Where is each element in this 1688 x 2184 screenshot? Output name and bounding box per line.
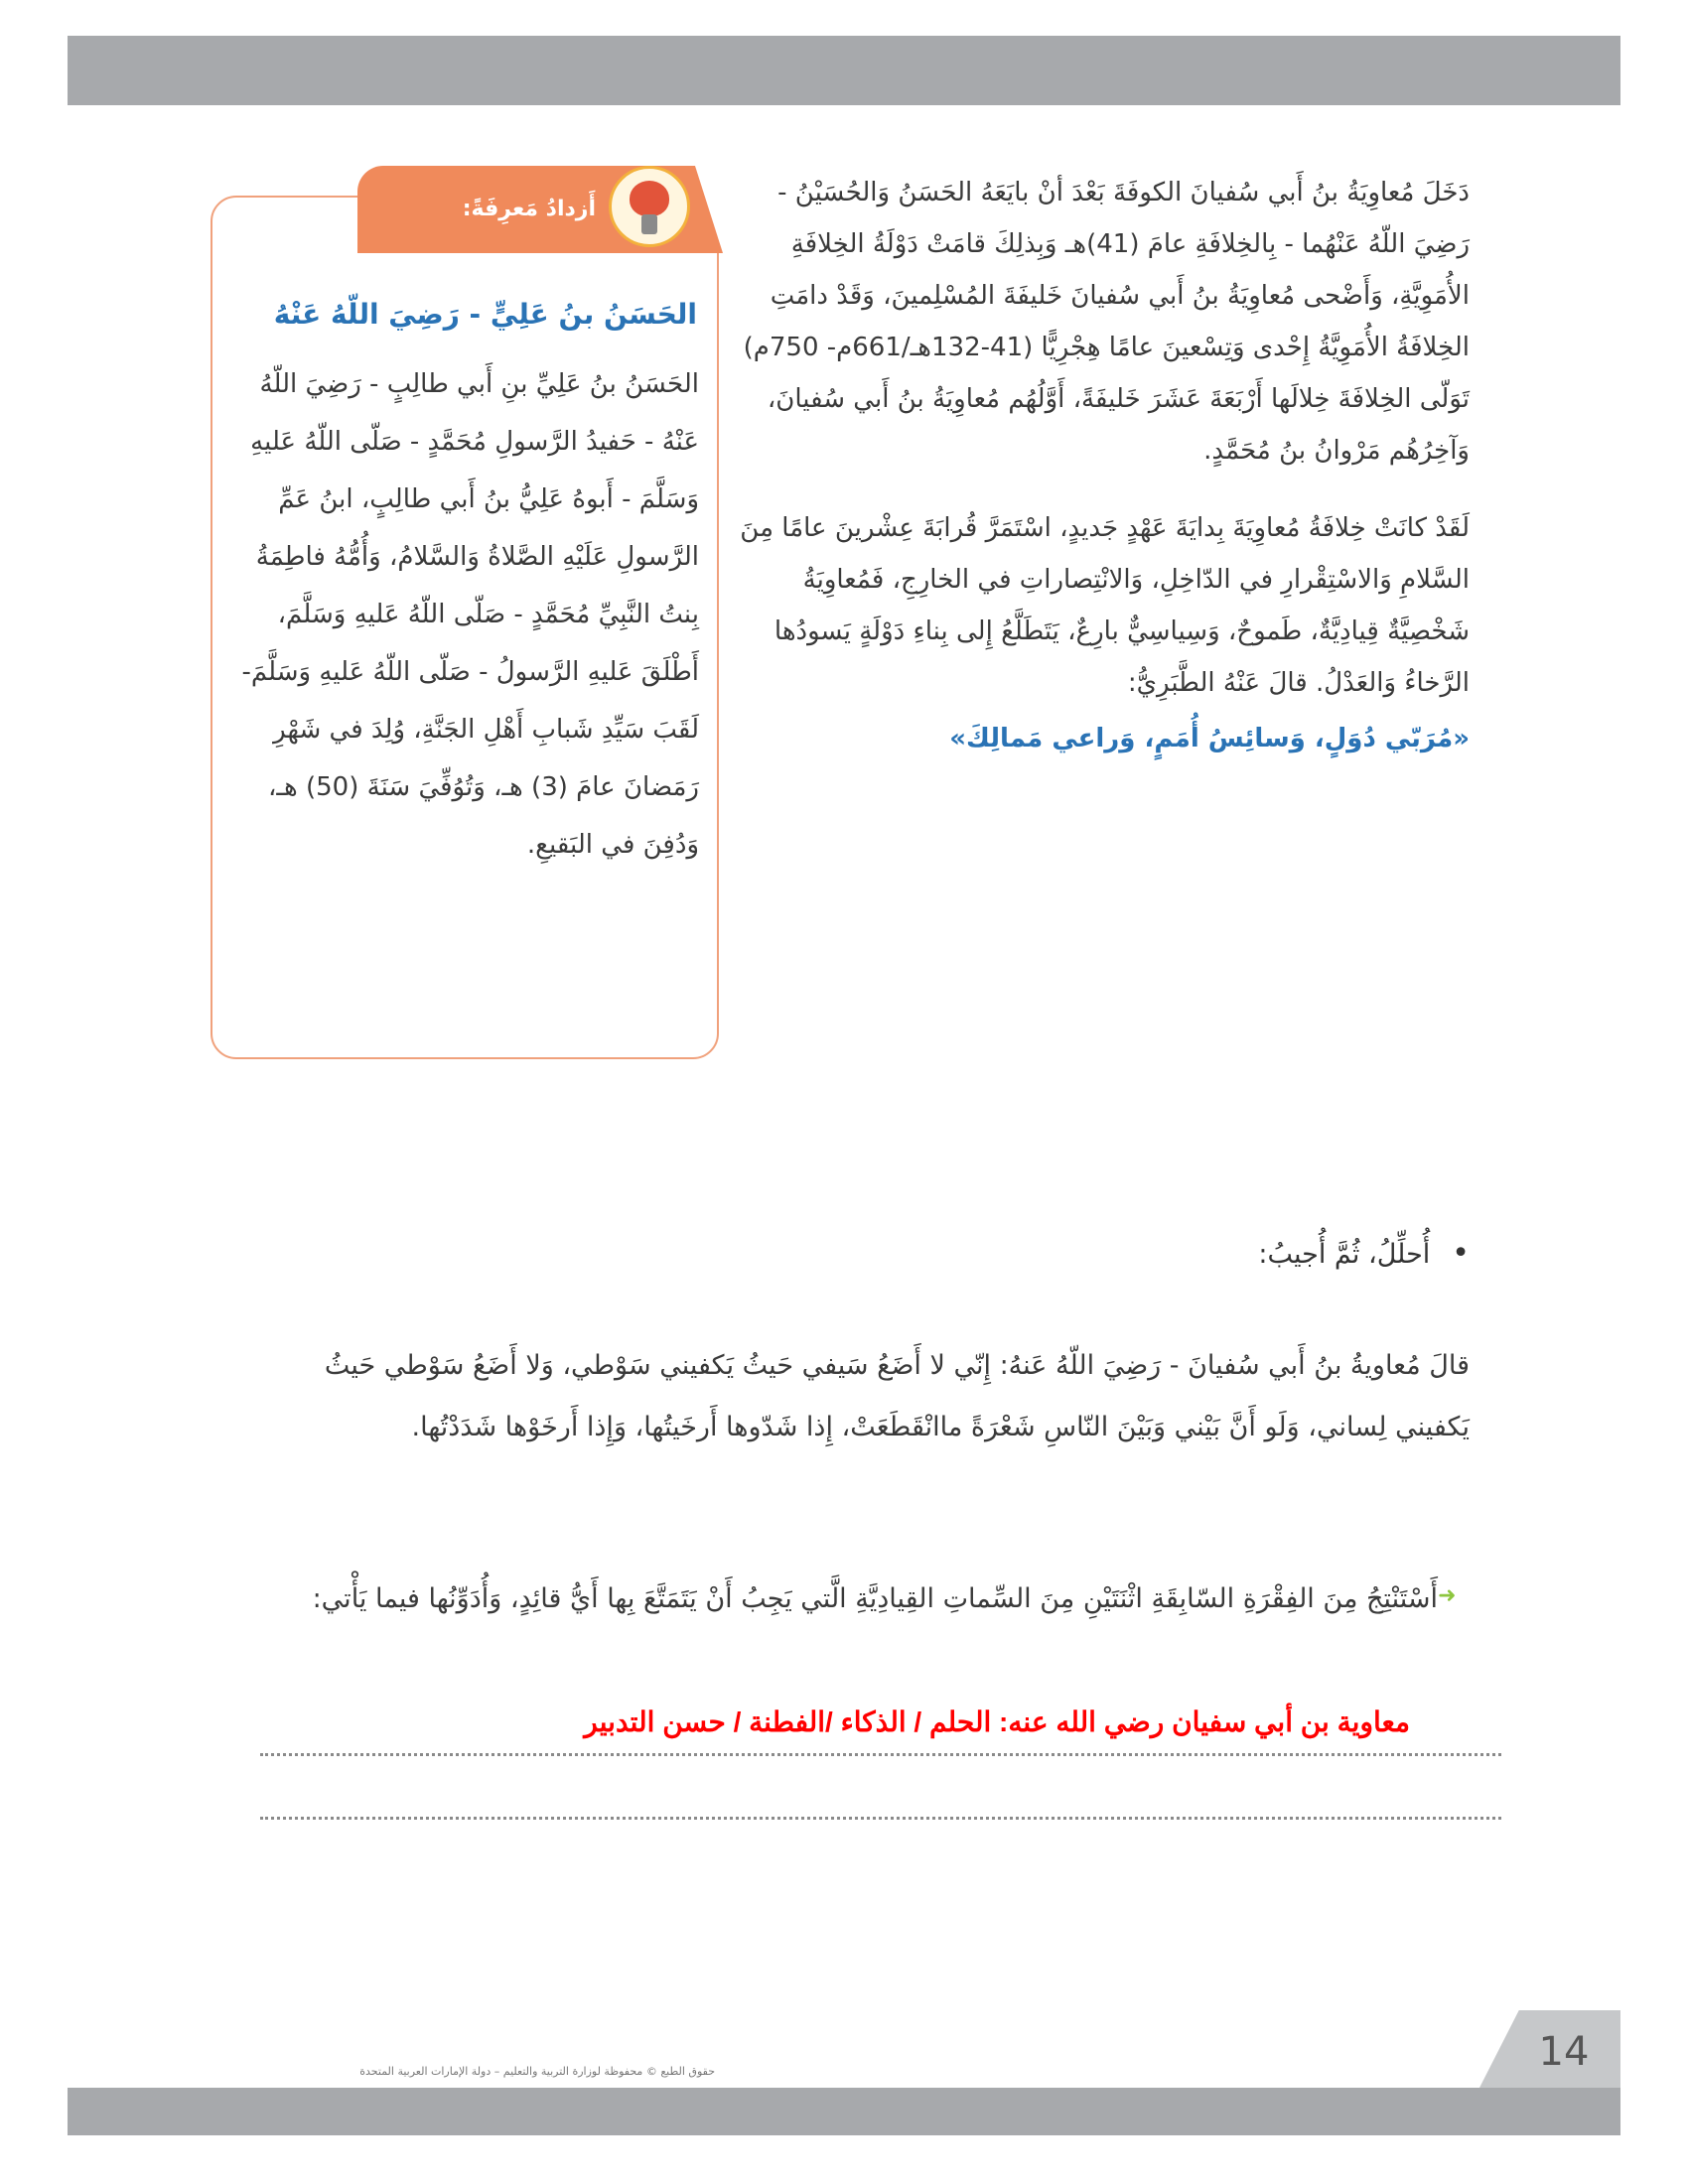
lightbulb-icon: [609, 166, 690, 247]
answer-text[interactable]: معاوية بن أبي سفيان رضي الله عنه: الحلم / الذكاء /الفطنة / حسن التدبير: [584, 1706, 1410, 1737]
main-paragraph-1: دَخَلَ مُعاوِيَةُ بنُ أَبي سُفيانَ الكوفَةَ بَعْدَ أنْ بايَعَهُ الحَسَنُ وَالحُسَيْنُ - رَضِيَ اللّهُ عَنْهُما - بِالخِلافَةِ عامَ (41)هـ وَبِذلِكَ قامَتْ دَوْلَةُ الخِلافَةِ الأُمَوِيَّةِ، وَأَضْحى مُعاوِيَةُ بنُ أَبي سُفيانَ خَليفَةَ المُسْلِمينَ، وَقَدْ دامَتِ الخِلافَةُ الأُمَوِيَّةُ إِحْدى وَتِسْعينَ عامًا هِجْرِيًّا (41-132هـ/661م- 750م) تَوَلّى الخِلافَةَ خِلالَها أَرْبَعَةَ عَشَرَ خَليفَةً، أَوَّلُهُم مُعاوِيَةُ بنُ أَبي سُفيانَ، وَآخِرُهُم مَرْوانُ بنُ مُحَمَّدٍ.: [743, 178, 1470, 466]
bullet-icon: •: [1452, 1236, 1470, 1271]
info-box-title: الحَسَنُ بنُ عَلِيٍّ - رَضِيَ اللّهُ عَنْهُ: [273, 298, 697, 331]
lightbulb-base: [641, 214, 657, 234]
exercise-heading: [894, 1236, 1470, 1271]
answer-line-2[interactable]: [260, 1817, 1501, 1820]
arrow-right-icon: ➜: [1438, 1583, 1457, 1608]
main-paragraph-2: لَقَدْ كانَتْ خِلافَةُ مُعاوِيَةَ بِدايَةَ عَهْدٍ جَديدٍ، اسْتَمَرَّ قُرابَةَ عِشْرينَ عامًا مِنَ السَّلامِ وَالاسْتِقْرارِ في الدّاخِلِ، وَالانْتِصاراتِ في الخارِجِ، فَمُعاوِيَةُ شَخْصِيَّةٌ قِيادِيَّةٌ، طَموحٌ، وَسِياسِيٌّ بارِعٌ، يَتَطَلَّعُ إِلى بِناءِ دَوْلَةٍ يَسودُها الرَّخاءُ وَالعَدْلُ. قالَ عَنْهُ الطَّبَرِيُّ:: [740, 513, 1470, 698]
main-text-column: [735, 167, 1470, 764]
page-number: 14: [1538, 2029, 1590, 2075]
tabari-quote: «مُرَبّي دُوَلٍ، وَسائِسُ أُمَمٍ، وَراعي مَمالِكَ»: [949, 724, 1470, 753]
lightbulb-glass: [630, 181, 669, 216]
top-header-bar: [68, 36, 1620, 105]
answer-line-1[interactable]: [260, 1753, 1501, 1756]
exercise-heading-text: أُحلِّلُ، ثُمَّ أُجيبُ:: [1258, 1239, 1431, 1270]
copyright-notice: حقوق الطبع © محفوظة لوزارة التربية والتعليم – دولة الإمارات العربية المتحدة: [359, 2065, 715, 2078]
info-box-body: الحَسَنُ بنُ عَلِيِّ بنِ أَبي طالِبٍ - رَضِيَ اللّهُ عَنْهُ - حَفيدُ الرَّسولِ مُحَمَّدٍ - صَلّى اللّهُ عَليهِ وَسَلَّمَ - أَبوهُ عَلِيُّ بنُ أَبي طالِبٍ، ابنُ عَمِّ الرَّسولِ عَلَيْهِ الصَّلاةُ وَالسَّلامُ، وَأُمُّهُ فاطِمَةُ بِنتُ النَّبِيِّ مُحَمَّدٍ - صَلّى اللّهُ عَليهِ وَسَلَّمَ، أَطْلَقَ عَليهِ الرَّسولُ - صَلّى اللّهُ عَليهِ وَسَلَّمَ- لَقَبَ سَيِّدِ شَبابِ أَهْلِ الجَنَّةِ، وُلِدَ في شَهْرِ رَمَضانَ عامَ (3) هـ، وَتُوُفِّيَ سَنَةَ (50) هـ، وَدُفِنَ في البَقيعِ.: [241, 369, 699, 860]
muawiya-quote-paragraph: قالَ مُعاويةُ بنُ أَبي سُفيانَ - رَضِيَ اللّهُ عَنهُ: إِنّي لا أَضَعُ سَيفي حَيثُ يَكفيني سَوْطي، وَلا أَضَعُ سَوْطي حَيثُ يَكفيني لِساني، وَلَو أَنَّ بَيْني وَبَيْنَ النّاسِ شَعْرَةً ماانْقَطَعَتْ، إِذا شَدّوها أَرخَيتُها، وَإِذا أَرخَوْها شَدَدْتُها.: [324, 1350, 1470, 1442]
exercise-task: أَسْتَنْتِجُ مِنَ الفِقْرَةِ السّابِقَةِ اثْنَتَيْنِ مِنَ السِّماتِ القِيادِيَّةِ الَّتي يَجِبُ أَنْ يَتَمَتَّعَ بِها أَيُّ قائِدٍ، وَأُدَوِّنُها فيما يَأْتي:: [312, 1583, 1438, 1614]
info-box-tab-label: أَزدادُ مَعرِفَةً:: [462, 197, 596, 221]
bottom-footer-bar: [68, 2088, 1620, 2135]
